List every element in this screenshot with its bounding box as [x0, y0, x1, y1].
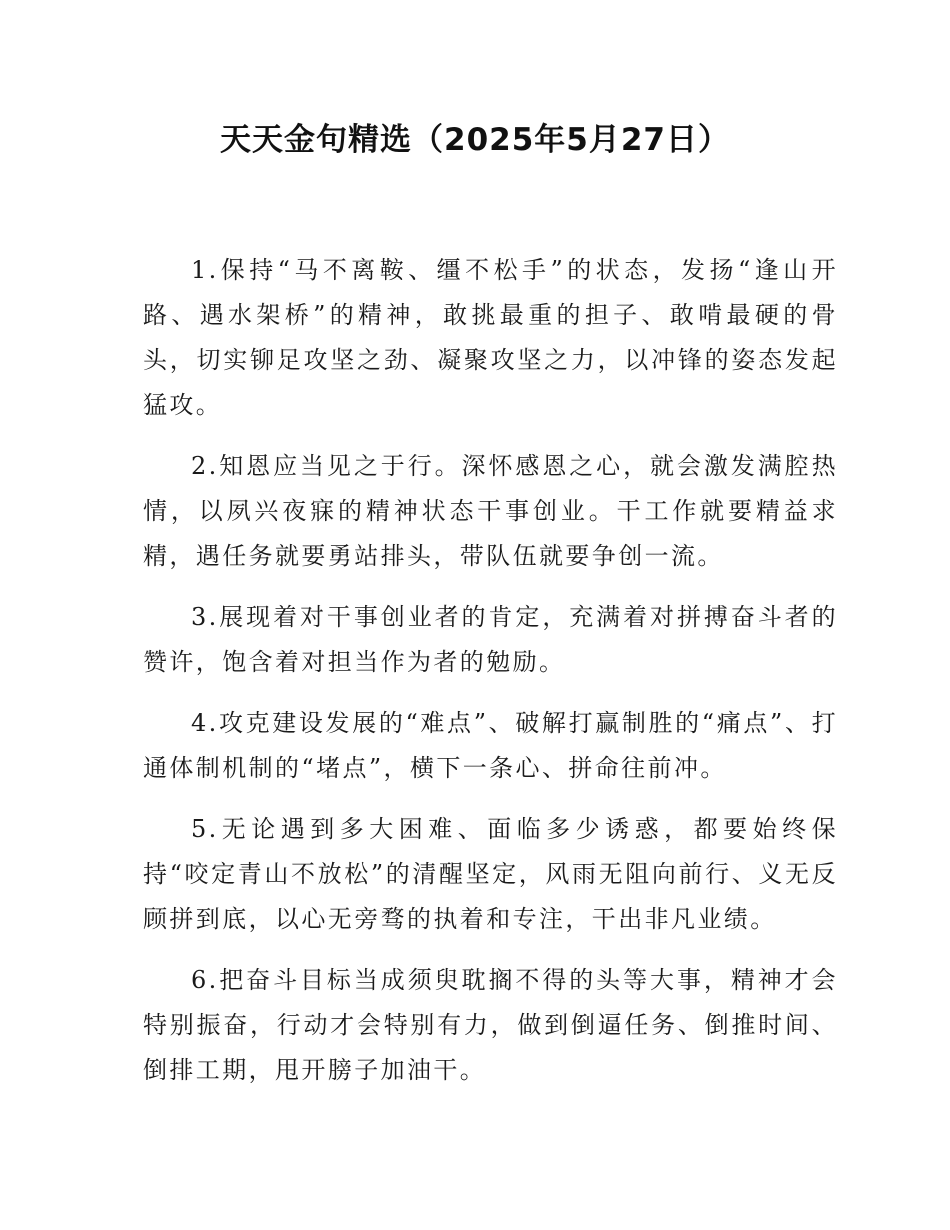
paragraph-1: 1.保持“马不离鞍、缰不松手”的状态，发扬“逢山开路、遇水架桥”的精神，敢挑最重的担子、敢啃最硬的骨头，切实铆足攻坚之劲、凝聚攻坚之力，以冲锋的姿态发起猛攻。 [143, 256, 838, 419]
paragraph-6: 6.把奋斗目标当成须臾耽搁不得的头等大事，精神才会特别振奋，行动才会特别有力，做到倒逼任务、倒推时间、倒排工期，甩开膀子加油干。 [143, 966, 838, 1084]
paragraph-4: 4.攻克建设发展的“难点”、破解打赢制胜的“痛点”、打通体制机制的“堵点”，横下一条心、拼命往前冲。 [143, 709, 838, 782]
paragraph-2: 2.知恩应当见之于行。深怀感恩之心，就会激发满腔热情，以夙兴夜寐的精神状态干事创业。干工作就要精益求精，遇任务就要勇站排头，带队伍就要争创一流。 [143, 452, 838, 570]
paragraph-3: 3.展现着对干事创业者的肯定，充满着对拼搏奋斗者的赞许，饱含着对担当作为者的勉励。 [143, 603, 838, 676]
paragraph-5: 5.无论遇到多大困难、面临多少诱惑，都要始终保持“咬定青山不放松”的清醒坚定，风雨无阻向前行、义无反顾拼到底，以心无旁骛的执着和专注，干出非凡业绩。 [143, 815, 838, 933]
document-body [143, 248, 838, 1109]
document-title: 天天金句精选（2025年5月27日） [220, 122, 730, 158]
